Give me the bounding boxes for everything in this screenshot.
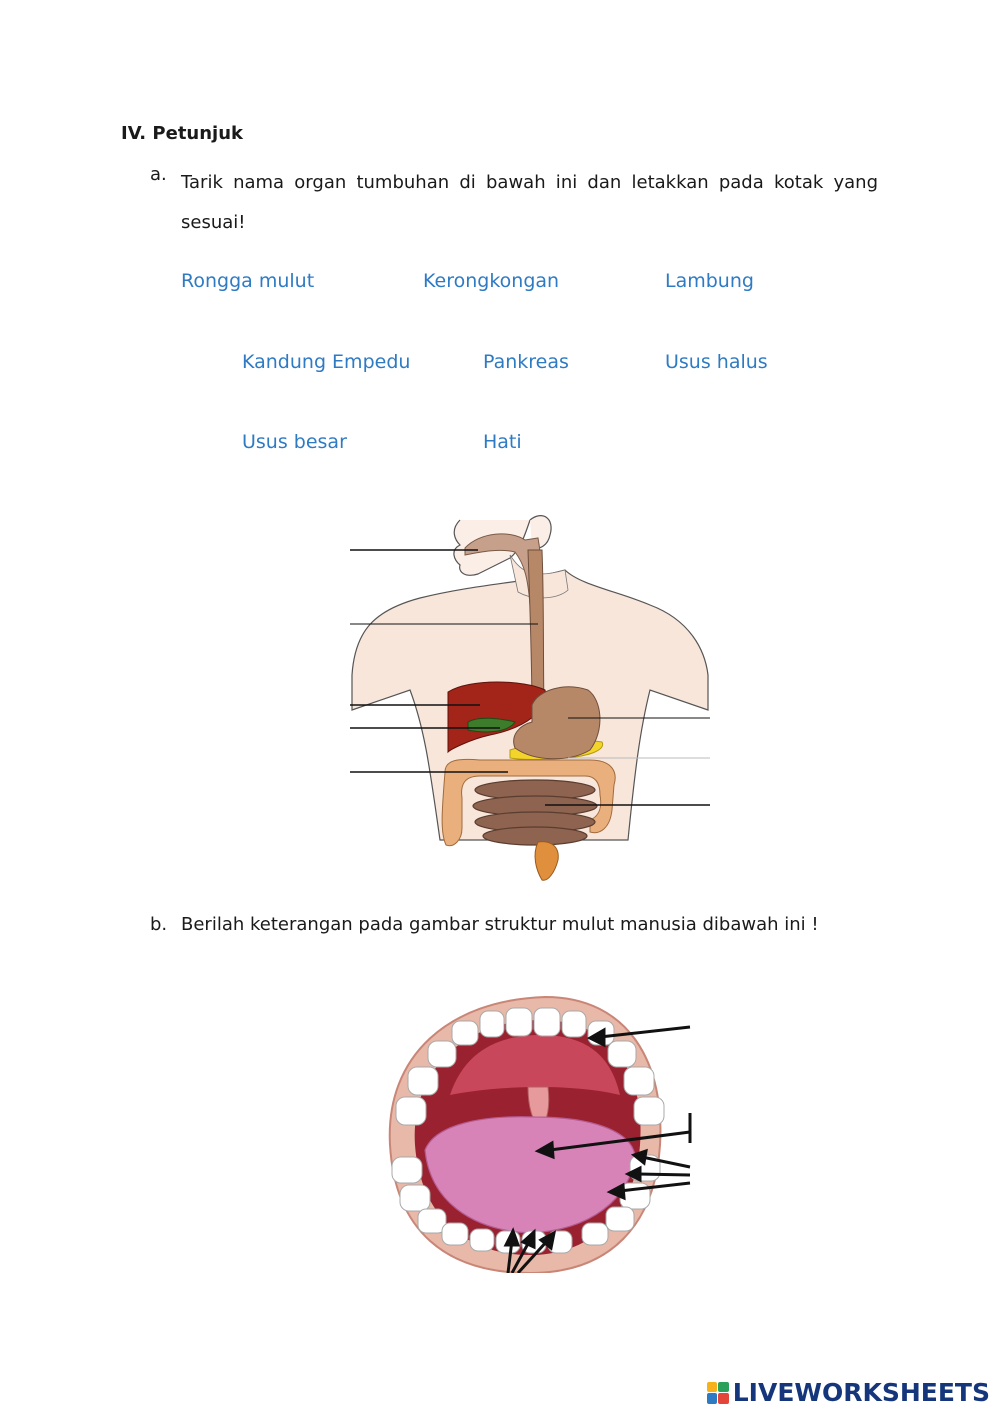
word-usus-halus[interactable]: Usus halus — [665, 351, 768, 373]
word-pankreas[interactable]: Pankreas — [483, 351, 569, 373]
word-kandung-empedu[interactable]: Kandung Empedu — [242, 351, 411, 373]
part-a-marker: a. — [150, 164, 167, 185]
part-b-marker: b. — [150, 914, 168, 935]
small-intestine — [473, 780, 597, 845]
rectum — [535, 842, 558, 881]
word-usus-besar[interactable]: Usus besar — [242, 431, 347, 453]
section-title: IV. Petunjuk — [121, 123, 244, 144]
mouth-structure-diagram — [380, 995, 692, 1273]
logo-mark-icon — [707, 1382, 729, 1404]
part-b-instruction: Berilah keterangan pada gambar struktur mulut manusia dibawah ini ! — [181, 914, 819, 935]
digestive-system-diagram — [350, 510, 710, 885]
word-rongga-mulut[interactable]: Rongga mulut — [181, 270, 315, 292]
liveworksheets-logo — [707, 1378, 990, 1407]
word-lambung[interactable]: Lambung — [665, 270, 754, 292]
word-kerongkongan[interactable]: Kerongkongan — [423, 270, 560, 292]
part-a-instruction: Tarik nama organ tumbuhan di bawah ini dan letakkan pada kotak yang sesuai! — [181, 172, 878, 233]
word-hati[interactable]: Hati — [483, 431, 522, 453]
logo-text: LIVEWORKSHEETS — [732, 1378, 990, 1407]
